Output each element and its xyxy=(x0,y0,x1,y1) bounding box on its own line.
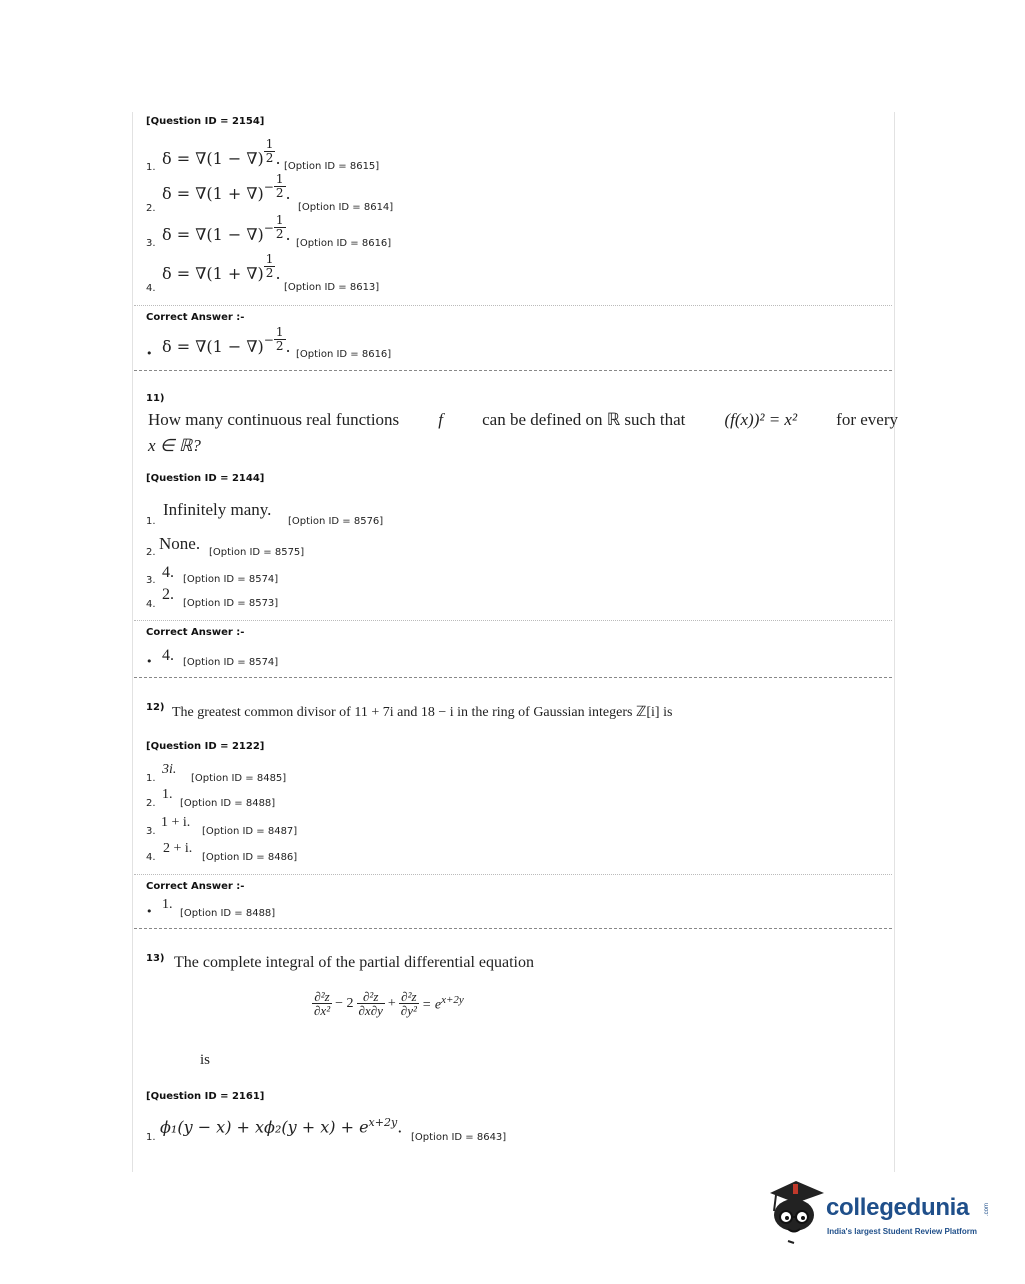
option-math: δ = ∇(1 − ∇)− $\frac{1}{2}$ . xyxy=(162,213,291,244)
option-number: 2. xyxy=(146,547,156,558)
option-text: 1 + i. xyxy=(161,815,191,830)
option-math: δ = ∇(1 − ∇) $\frac{1}{2}$ . xyxy=(162,137,281,168)
divider xyxy=(134,874,892,875)
option-number: 1. xyxy=(146,773,156,784)
option-id: [Option ID = 8616] xyxy=(296,238,392,249)
correct-answer-text: 4. xyxy=(162,647,174,664)
option-id: [Option ID = 8574] xyxy=(183,574,279,585)
option-id: [Option ID = 8574] xyxy=(183,657,279,668)
pde-equation: $\frac{\text{∂²z}}{\text{∂x²}}$ − 2 $\frac{\text{∂²z}}{\partial x\partial y}$ + $\frac{\text{∂²z}}{\text{∂y²}}$ = $e^{x+2y}$ xyxy=(314,989,464,1018)
correct-answer-text: 1. xyxy=(162,897,173,912)
logo-mascot-icon xyxy=(766,1177,828,1245)
option-id: [Option ID = 8614] xyxy=(298,202,394,213)
option-text: 2 + i. xyxy=(163,841,193,856)
option-text: Infinitely many. xyxy=(163,500,272,519)
bullet: • xyxy=(146,905,153,918)
bullet: • xyxy=(146,655,153,668)
option-number: 2. xyxy=(146,203,156,214)
option-id: [Option ID = 8643] xyxy=(411,1132,507,1143)
option-id: [Option ID = 8486] xyxy=(202,852,298,863)
option-id: [Option ID = 8573] xyxy=(183,598,279,609)
question-id: [Question ID = 2161] xyxy=(146,1091,265,1102)
question-id: [Question ID = 2144] xyxy=(146,473,265,484)
option-number: 1. xyxy=(146,162,156,173)
option-math: $\phi_1(y - x) + x\phi_2(y + x) + e^{x+2y}$. xyxy=(160,1116,403,1137)
divider xyxy=(134,620,892,621)
question-text: The complete integral of the partial differential equation xyxy=(174,954,534,971)
question-number: 11) xyxy=(146,393,165,404)
logo-com: .com xyxy=(984,1203,990,1217)
option-id: [Option ID = 8488] xyxy=(180,908,276,919)
option-id: [Option ID = 8487] xyxy=(202,826,298,837)
bullet: • xyxy=(146,347,153,360)
divider xyxy=(134,305,892,306)
option-math: δ = ∇(1 + ∇)− $\frac{1}{2}$ . xyxy=(162,172,291,203)
question-id: [Question ID = 2122] xyxy=(146,741,265,752)
option-text: 3i. xyxy=(162,762,177,777)
option-id: [Option ID = 8485] xyxy=(191,773,287,784)
option-math: δ = ∇(1 + ∇) $\frac{1}{2}$ . xyxy=(162,252,281,283)
question-number: 12) xyxy=(146,702,165,713)
question-separator xyxy=(134,370,892,371)
option-id: [Option ID = 8576] xyxy=(288,516,384,527)
option-number: 4. xyxy=(146,283,156,294)
option-number: 3. xyxy=(146,826,156,837)
option-number: 1. xyxy=(146,516,156,527)
logo-wordmark: collegedunia xyxy=(826,1194,970,1221)
option-number: 4. xyxy=(146,852,156,863)
question-id: [Question ID = 2154] xyxy=(146,116,265,127)
option-number: 3. xyxy=(146,575,156,586)
question-separator xyxy=(134,928,892,929)
option-text: None. xyxy=(159,534,201,553)
option-id: [Option ID = 8488] xyxy=(180,798,276,809)
question-text-line2: x ∈ ℝ? xyxy=(148,436,201,455)
question-separator xyxy=(134,677,892,678)
option-number: 4. xyxy=(146,599,156,610)
option-text: 2. xyxy=(162,586,174,603)
question-text: How many continuous real functions f can be defined on ℝ such that (f(x))² = x² for every xyxy=(148,410,898,429)
question-number: 13) xyxy=(146,953,165,964)
question-text: The greatest common divisor of 11 + 7i and 18 − i in the ring of Gaussian integers ℤ[i] is xyxy=(172,705,673,720)
option-id: [Option ID = 8615] xyxy=(284,161,380,172)
option-id: [Option ID = 8616] xyxy=(296,349,392,360)
correct-answer-math: δ = ∇(1 − ∇)− $\frac{1}{2}$ . xyxy=(162,325,291,356)
option-number: 2. xyxy=(146,798,156,809)
option-text: 4. xyxy=(162,564,174,581)
option-id: [Option ID = 8613] xyxy=(284,282,380,293)
option-id: [Option ID = 8575] xyxy=(209,547,305,558)
is-text: is xyxy=(200,1052,211,1068)
logo-tagline: India's largest Student Review Platform xyxy=(827,1227,977,1236)
option-number: 3. xyxy=(146,238,156,249)
correct-answer-label: Correct Answer :- xyxy=(146,627,245,638)
option-number: 1. xyxy=(146,1132,156,1143)
correct-answer-label: Correct Answer :- xyxy=(146,881,245,892)
option-text: 1. xyxy=(162,787,173,802)
correct-answer-label: Correct Answer :- xyxy=(146,312,245,323)
